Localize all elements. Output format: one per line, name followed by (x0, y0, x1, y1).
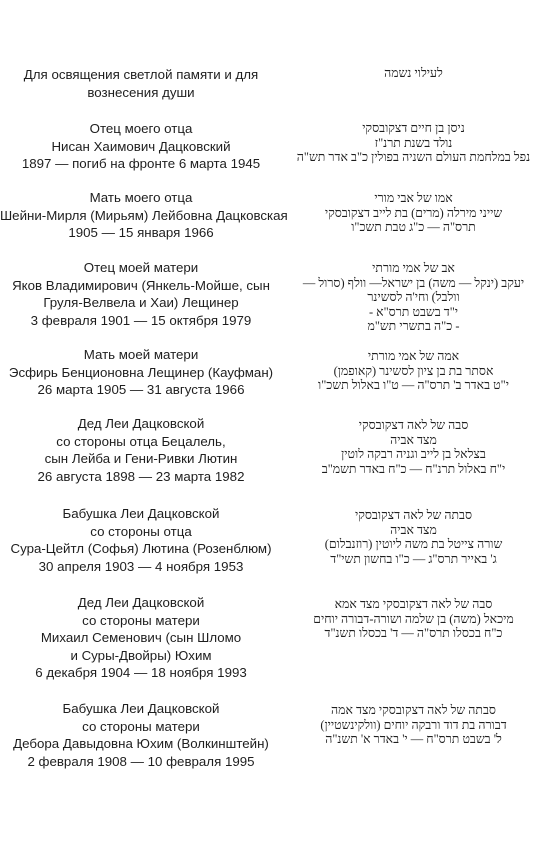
russian-text-line: Шейни-Мирля (Мирьям) Лейбовна Дацковская (0, 207, 288, 223)
hebrew-text-line: וולבל) וחי'ה לסשינר (367, 290, 460, 304)
russian-text-line: Для освящения светлой памяти и для (23, 67, 259, 82)
hebrew-entry (292, 597, 535, 641)
hebrew-text-line: כ"ח בכסלו תרס"ה — ד' בכסלו תשנ"ד (324, 626, 503, 640)
hebrew-text-line: נפל במלחמת העולם השניה בפולין כ"ב אדר תש"ה (296, 150, 531, 164)
hebrew-text-line: י"ח באלול תרנ"ח — כ"ח באדר תשמ"ב (321, 461, 506, 476)
russian-text-line: Яков Владимирович (Янкель-Мойше, сын (12, 277, 270, 293)
russian-text-line: Нисан Хаимович Дацковский (51, 138, 231, 154)
russian-text-line: Дебора Давыдовна Юхим (Волкинштейн) (13, 736, 269, 752)
russian-entry (0, 415, 282, 485)
hebrew-text-line: ל' בשבט תרס"ח — י' באדר א' תשנ"ה (325, 732, 502, 746)
russian-text-line: со стороны отца (90, 523, 192, 539)
hebrew-text-line: סבה של לאה דצקובסקי מצד אמא (334, 597, 493, 611)
russian-entry (0, 189, 288, 242)
hebrew-text-line: לעילוי נשמה (384, 66, 443, 80)
hebrew-text-line: אסתר בת בן ציון לסשינר (קאופמן) (333, 363, 494, 378)
russian-entry (0, 120, 282, 173)
russian-entry (0, 259, 282, 329)
hebrew-text-line: דבורה בת דוד ורבקה יוחים (וולקינשטיין) (320, 717, 507, 732)
hebrew-text-line: מצד אביה (390, 522, 437, 537)
russian-text-line: Бабушка Леи Дацковской (62, 701, 220, 716)
hebrew-entry (292, 508, 535, 566)
hebrew-text-line: אב של אמי מורתי (372, 261, 455, 275)
russian-text-line: Эсфирь Бенционовна Лещинер (Кауфман) (8, 364, 274, 380)
russian-entry (0, 594, 282, 682)
russian-text-line: со стороны матери (82, 718, 200, 734)
hebrew-text-line: אמו של אבי מורי (374, 191, 453, 205)
russian-text-line: сын Лейба и Гени-Ривки Лютин (44, 451, 238, 467)
hebrew-text-line: סבתה של לאה דצקובסקי מצד אמה (331, 703, 496, 717)
hebrew-text-line: מצד אביה (390, 432, 437, 447)
russian-text-line: со стороны отца Бецалель, (56, 433, 226, 449)
hebrew-text-line: ג' באייר תרס"ג — כ"ו בחשון תשי"ד (330, 551, 497, 566)
hebrew-text-line: י"ד בשבט תרס"א - (368, 304, 459, 319)
hebrew-entry (292, 191, 535, 235)
hebrew-text-line: סבתה של לאה דצקובסקי (354, 508, 473, 522)
hebrew-text-line: - כ"ה בתשרי תש"מ (367, 319, 460, 333)
russian-text-line: 1897 — погиб на фронте 6 марта 1945 (21, 156, 261, 172)
russian-text-line: Бабушка Леи Дацковской (62, 506, 220, 521)
russian-text-line: 2 февраля 1908 — 10 февраля 1995 (27, 753, 255, 769)
hebrew-text-line: סבה של לאה דצקובסקי (358, 418, 469, 432)
hebrew-text-line: בצלאל בן לייב וגניה רבקה לוטין (341, 447, 486, 461)
russian-text-line: 26 марта 1905 — 31 августа 1966 (37, 382, 245, 398)
russian-text-line: Сура-Цейтл (Софья) Лютина (Розенблюм) (10, 541, 272, 557)
hebrew-entry (292, 66, 535, 81)
russian-text-line: со стороны матери (82, 612, 200, 628)
hebrew-entry (292, 121, 535, 165)
russian-entry (0, 346, 282, 399)
russian-text-line: Дед Леи Дацковской (77, 595, 205, 610)
hebrew-text-line: י"ט באדר ב' תרס"ה — ט"ו באלול תשכ"ו (318, 378, 509, 392)
russian-text-line: Отец моего отца (89, 121, 193, 136)
russian-text-line: и Суры-Двойры) Юхим (70, 647, 212, 663)
russian-text-line: Михаил Семенович (сын Шломо (40, 630, 242, 646)
russian-text-line: Груля-Велвела и Хаи) Лещинер (43, 295, 239, 311)
russian-text-line: 1905 — 15 января 1966 (68, 225, 214, 241)
hebrew-entry (292, 261, 535, 334)
russian-text-line: 3 февраля 1901 — 15 октября 1979 (30, 312, 252, 328)
russian-entry (0, 700, 282, 770)
hebrew-entry (292, 418, 535, 476)
russian-text-line: 30 апреля 1903 — 4 ноября 1953 (38, 558, 244, 574)
hebrew-text-line: אמה של אמי מורתי (367, 349, 460, 363)
russian-entry (0, 66, 282, 101)
hebrew-entry (292, 703, 535, 747)
hebrew-text-line: תרס"ה — כ"ג טבת תשכ"ו (351, 220, 476, 234)
hebrew-text-line: מיכאל (משה) בן שלמה ושורה-דבורה יוחים (313, 611, 514, 626)
russian-text-line: Отец моей матери (83, 260, 199, 275)
russian-entry (0, 505, 282, 575)
hebrew-entry (292, 349, 535, 393)
russian-text-line: вознесения души (87, 84, 195, 100)
hebrew-text-line: יעקב (ינקל — משה) בן ישראל— וולף (סרול — (302, 275, 525, 290)
russian-text-line: 6 декабря 1904 — 18 ноября 1993 (35, 665, 247, 681)
russian-text-line: Мать моей матери (83, 347, 199, 362)
hebrew-text-line: שייני מירלה (מרים) בת לייב דצקובסקי (324, 205, 503, 220)
hebrew-text-line: ניסן בן חיים דצקובסקי (362, 121, 465, 135)
russian-text-line: 26 августа 1898 — 23 марта 1982 (37, 468, 245, 484)
hebrew-text-line: נולד בשנת תרנ"ז (374, 135, 453, 150)
hebrew-text-line: שורה צייטל בת משה ליוטין (רוזנבלום) (324, 537, 503, 551)
russian-text-line: Дед Леи Дацковской (77, 416, 205, 431)
russian-text-line: Мать моего отца (89, 190, 193, 205)
